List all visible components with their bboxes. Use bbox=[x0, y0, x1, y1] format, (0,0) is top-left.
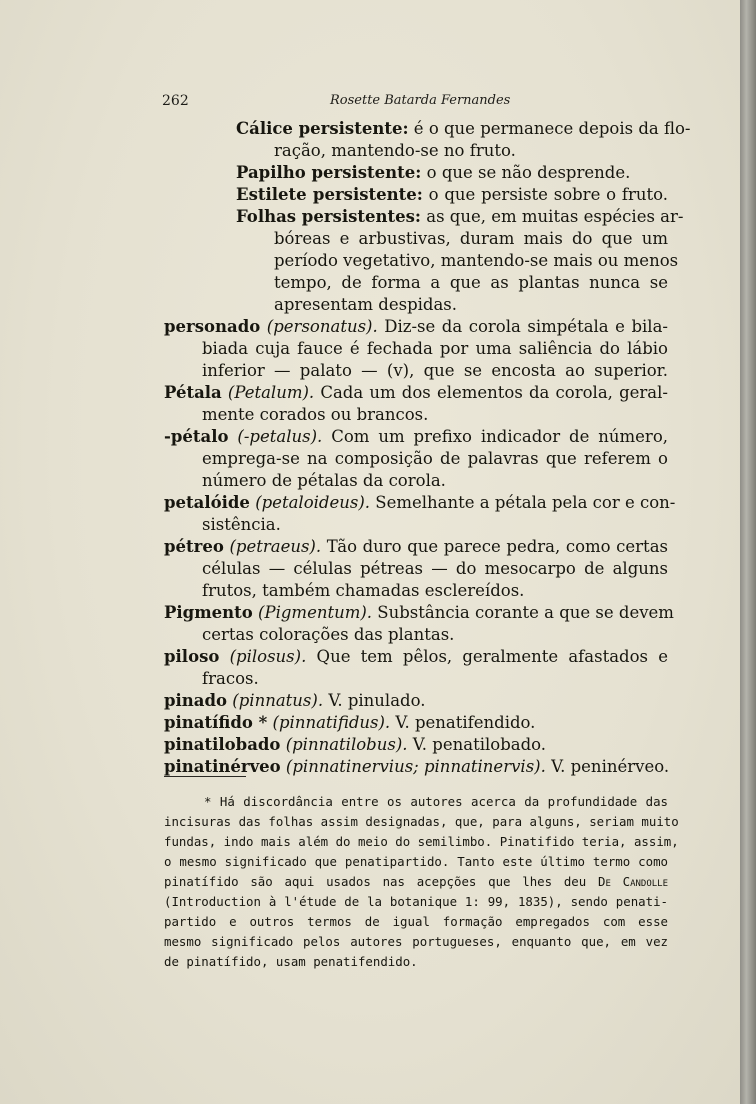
entry-line bbox=[202, 338, 668, 360]
entry-latin: (petaloideus). bbox=[255, 493, 371, 512]
entry-latin: (pilosus). bbox=[229, 647, 307, 666]
footnote-line: mesmo significado pelos autores portugueses, enquanto que, em vez bbox=[164, 934, 668, 949]
entry-text: V. peninérveo. bbox=[545, 757, 670, 776]
entry-text: o que persiste sobre o fruto. bbox=[422, 185, 668, 204]
entry-line bbox=[202, 448, 668, 470]
entry-text: Cada um dos elementos da corola, geral- bbox=[314, 383, 668, 402]
footnote-line: o mesmo significado que penatipartido. Tanto este último termo como bbox=[164, 854, 668, 869]
entry-line bbox=[202, 470, 446, 492]
entry-line bbox=[164, 382, 668, 404]
entry-line bbox=[164, 536, 668, 558]
entry-line bbox=[202, 514, 281, 536]
entry-latin: (pinnatinervius; pinnatinervis). bbox=[285, 757, 546, 776]
entry-term: Folhas persistentes: bbox=[236, 207, 421, 226]
entry-line bbox=[164, 756, 668, 778]
entry-line bbox=[236, 184, 668, 206]
footnote-divider bbox=[164, 776, 246, 777]
entry-line bbox=[202, 558, 668, 580]
entry-line bbox=[164, 316, 668, 338]
entry-text: período vegetativo, mantendo-se mais ou menos bbox=[274, 251, 679, 270]
entry-text: bóreas e arbustivas, duram mais do que um bbox=[274, 229, 668, 248]
entry-latin: (personatus). bbox=[266, 317, 378, 336]
entry-term: pinado bbox=[164, 691, 228, 710]
entry-text: tempo, de forma a que as plantas nunca se bbox=[274, 273, 668, 292]
entry-term: personado bbox=[164, 317, 261, 336]
entry-latin: (petraeus). bbox=[229, 537, 322, 556]
book-spine-edge bbox=[740, 0, 756, 1104]
entry-text: biada cuja fauce é fechada por uma saliência do lábio bbox=[202, 339, 668, 358]
entry-text: V. penatifendido. bbox=[390, 713, 536, 732]
entry-latin: (Pigmentum). bbox=[258, 603, 373, 622]
entry-latin: (pinnatilobus). bbox=[285, 735, 408, 754]
entry-line bbox=[164, 734, 546, 756]
entry-line bbox=[274, 294, 457, 316]
entry-text: o que se não desprende. bbox=[421, 163, 631, 182]
entry-latin: (Petalum). bbox=[227, 383, 315, 402]
entry-term: pétreo bbox=[164, 537, 224, 556]
entry-line bbox=[274, 272, 668, 294]
entry-line bbox=[164, 426, 668, 448]
entry-line bbox=[274, 228, 668, 250]
entry-term: petalóide bbox=[164, 493, 250, 512]
entry-line bbox=[202, 580, 524, 602]
footnote-text: pinatífido são aqui usados nas acepções que lhes deu bbox=[164, 874, 598, 889]
footnote-line: incisuras das folhas assim designadas, que, para alguns, seriam muito bbox=[164, 814, 679, 829]
footnote-line: * Há discordância entre os autores acerca da profundidade das bbox=[204, 794, 668, 809]
entry-text: Diz-se da corola simpétala e bila- bbox=[377, 317, 668, 336]
entry-term: Papilho persistente: bbox=[236, 163, 422, 182]
entry-text: emprega-se na composição de palavras que referem o bbox=[202, 449, 668, 468]
entry-text: mente corados ou brancos. bbox=[202, 405, 429, 424]
entry-term: Estilete persistente: bbox=[236, 185, 423, 204]
entry-text: inferior — palato — (v), que se encosta ao superior. bbox=[202, 361, 668, 380]
entry-line bbox=[236, 162, 630, 184]
entry-latin: (pinnatus). bbox=[232, 691, 324, 710]
entry-term: Pigmento bbox=[164, 603, 253, 622]
entry-text: Com um prefixo indicador de número, bbox=[322, 427, 668, 446]
entry-text: Substância corante a que se devem bbox=[372, 603, 674, 622]
entry-line bbox=[202, 404, 428, 426]
entry-text: número de pétalas da corola. bbox=[202, 471, 446, 490]
entry-term: Pétala bbox=[164, 383, 222, 402]
entry-line bbox=[202, 668, 259, 690]
entry-term: pinatífido * bbox=[164, 713, 268, 732]
entry-latin: (-petalus). bbox=[237, 427, 323, 446]
entry-text: V. pinulado. bbox=[323, 691, 426, 710]
entry-text: células — células pétreas — do mesocarpo de alguns bbox=[202, 559, 668, 578]
footnote-line: de pinatífido, usam penatifendido. bbox=[164, 954, 418, 969]
footnote-line: fundas, indo mais além do meio do semilimbo. Pinatifido teria, assim, bbox=[164, 834, 679, 849]
entry-line bbox=[236, 118, 691, 140]
entry-text: frutos, também chamadas esclereídos. bbox=[202, 581, 525, 600]
entry-latin: (pinnatifidus). bbox=[272, 713, 391, 732]
entry-text: ração, mantendo-se no fruto. bbox=[274, 141, 516, 160]
entry-line bbox=[164, 712, 535, 734]
entry-term: pinatilobado bbox=[164, 735, 281, 754]
running-title: Rosette Batarda Fernandes bbox=[330, 93, 511, 108]
entry-term: piloso bbox=[164, 647, 220, 666]
entry-term: -pétalo bbox=[164, 427, 229, 446]
entry-text: é o que permanece depois da flo- bbox=[408, 119, 691, 138]
entry-line bbox=[164, 602, 674, 624]
entry-line bbox=[164, 492, 676, 514]
entry-text: V. penatilobado. bbox=[407, 735, 547, 754]
page-number: 262 bbox=[162, 93, 189, 109]
footnote-line: (Introduction à l'étude de la botanique 1: 99, 1835), sendo penati- bbox=[164, 894, 668, 909]
footnote-line: partido e outros termos de igual formação empregados com esse bbox=[164, 914, 668, 929]
footnote-line bbox=[164, 872, 668, 892]
author-name: De Candolle bbox=[597, 874, 669, 889]
entry-line bbox=[164, 690, 426, 712]
page-header bbox=[160, 93, 668, 113]
entry-line bbox=[164, 646, 668, 668]
entry-text: Tão duro que parece pedra, como certas bbox=[321, 537, 668, 556]
entry-line bbox=[202, 360, 668, 382]
entry-text: fracos. bbox=[202, 669, 259, 688]
entry-text: Semelhante a pétala pela cor e con- bbox=[370, 493, 676, 512]
entry-line bbox=[202, 624, 454, 646]
entry-line bbox=[274, 140, 516, 162]
entry-text: sistência. bbox=[202, 515, 281, 534]
entry-text: Que tem pêlos, geralmente afastados e bbox=[306, 647, 668, 666]
entry-line bbox=[274, 250, 679, 272]
entry-term: pinatinérveo bbox=[164, 757, 281, 776]
entry-line bbox=[236, 206, 684, 228]
entry-text: as que, em muitas espécies ar- bbox=[421, 207, 684, 226]
entry-term: Cálice persistente: bbox=[236, 119, 409, 138]
entry-text: certas colorações das plantas. bbox=[202, 625, 455, 644]
entry-text: apresentam despidas. bbox=[274, 295, 458, 314]
